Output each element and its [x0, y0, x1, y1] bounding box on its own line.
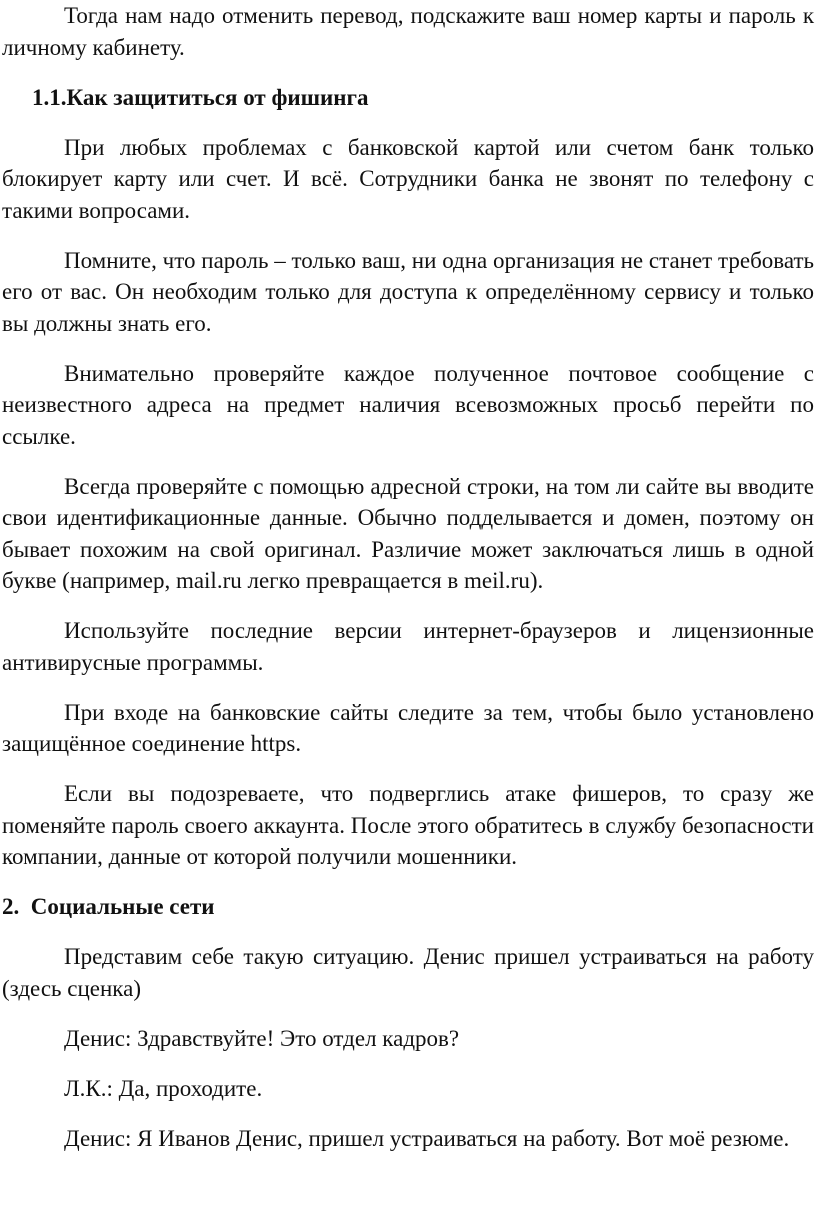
- heading-number: 2.: [2, 894, 20, 919]
- section-heading-2: [2, 891, 814, 923]
- paragraph: При любых проблемах с банковской картой или счетом банк только блокирует карту или счет. И всё. Сотрудники банка не звонят по телефону с такими вопросами.: [2, 134, 814, 223]
- paragraph: При входе на банковские сайты следите за тем, чтобы было установлено защищённое соединение https.: [2, 699, 814, 756]
- dialogue-line: Денис: Здравствуйте! Это отдел кадров?: [64, 1025, 460, 1051]
- paragraph: Если вы подозреваете, что подверглись атаке фишеров, то сразу же поменяйте пароль своего аккаунта. После этого обратитесь в службу безопасности компании, данные от которой получили мошенники.: [2, 781, 814, 869]
- dialogue-line: Л.К.: Да, проходите.: [64, 1075, 263, 1101]
- dialogue-line: Денис: Я Иванов Денис, пришел устраиваться на работу. Вот моё резюме.: [64, 1125, 790, 1151]
- heading-title: Как защититься от фишинга: [66, 84, 369, 110]
- paragraph: Помните, что пароль – только ваш, ни одна организация не станет требовать его от вас. Он необходим только для доступа к определённому сервису и только вы должны знать его.: [2, 247, 814, 336]
- paragraph: Используйте последние версии интернет-браузеров и лицензионные антивирусные программы.: [2, 618, 814, 675]
- paragraph: Всегда проверяйте с помощью адресной строки, на том ли сайте вы вводите свои идентификационные данные. Обычно подделывается и домен, поэтому он бывает похожим на свой оригинал. Различие может заключаться лишь в одной букве (например, mail.ru легко превращается в meil.ru).: [2, 473, 814, 593]
- heading-number: 1.1.: [32, 84, 67, 110]
- section-heading-1-1: [2, 82, 814, 114]
- paragraph: Представим себе такую ситуацию. Денис пришел устраиваться на работу (здесь сценка): [2, 944, 814, 1001]
- paragraph-intro: Тогда нам надо отменить перевод, подскажите ваш номер карты и пароль к личному кабинету.: [2, 3, 814, 60]
- paragraph: Внимательно проверяйте каждое полученное почтовое сообщение с неизвестного адреса на предмет наличия всевозможных просьб перейти по ссылке.: [2, 360, 814, 449]
- heading-title: Социальные сети: [30, 894, 215, 919]
